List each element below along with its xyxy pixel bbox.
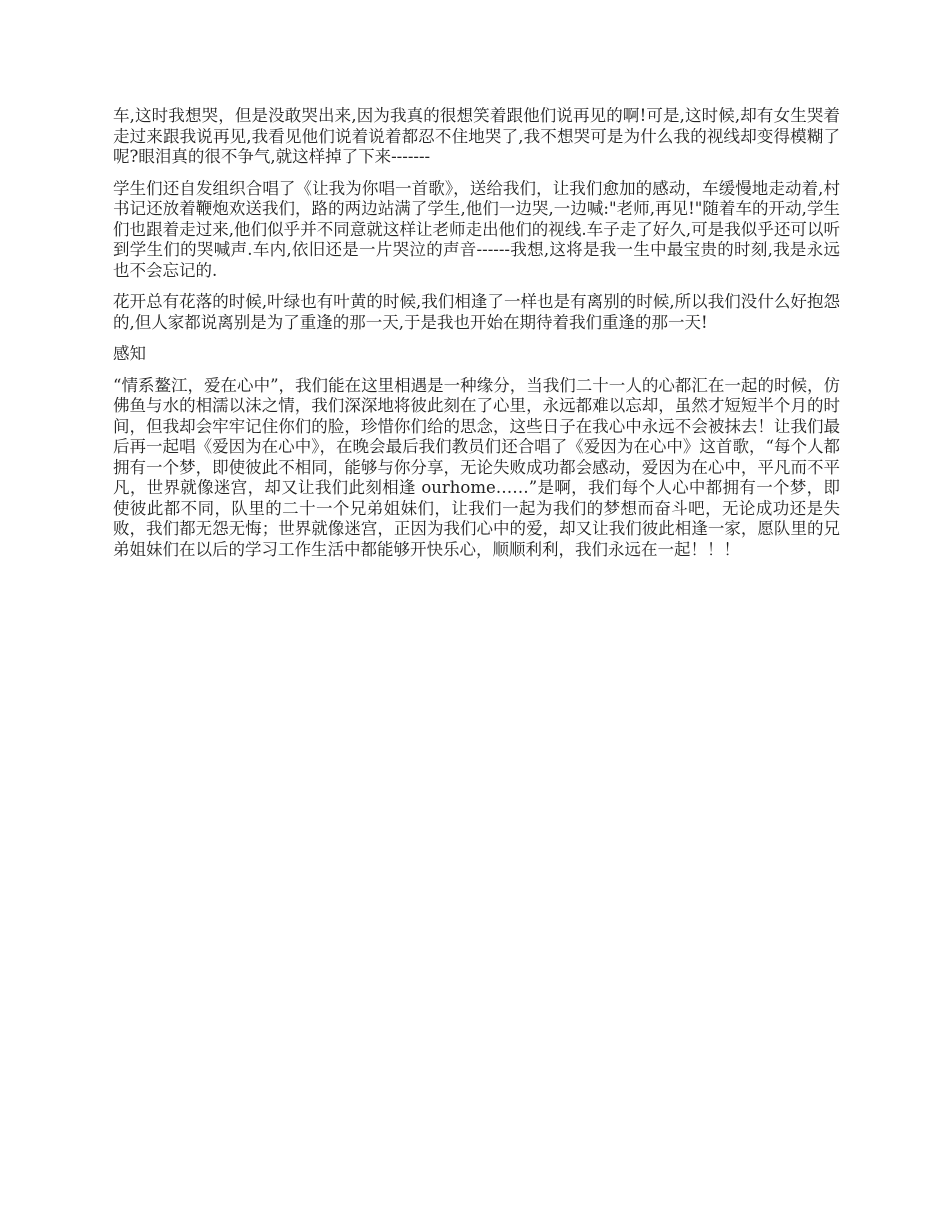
paragraph-reflection: “情系鳌江，爱在心中”，我们能在这里相遇是一种缘分，当我们二十一人的心都汇在一起的时候，仿佛鱼与水的相濡以沫之情，我们深深地将彼此刻在了心里，永远都难以忘却，虽然才短短半个月的时间，但我却会牢牢记住你们的脸，珍惜你们给的思念，这些日子在我心中永远不会被抹去！让我们最后再一起唱《爱因为在心中》，在晚会最后我们教员们还合唱了《爱因为在心中》这首歌，“每个人都拥有一个梦，即使彼此不相同，能够与你分享，无论失败成功都会感动，爱因为在心中，平凡而不平凡，世界就像迷宫，却又让我们此刻相逢 ourhome……”是啊，我们每个人心中都拥有一个梦，即使彼此都不同，队里的二十一个兄弟姐妹们，让我们一起为我们的梦想而奋斗吧，无论成功还是失败，我们都无怨无悔；世界就像迷宫，正因为我们心中的爱，却又让我们彼此相逢一家，愿队里的兄弟姐妹们在以后的学习工作生活中都能够开快乐心，顺顺利利，我们永远在一起！！！ bbox=[113, 375, 840, 559]
paragraph-farewell-car: 车,这时我想哭，但是没敢哭出来,因为我真的很想笑着跟他们说再见的啊!可是,这时候,却有女生哭着走过来跟我说再见,我看见他们说着说着都忍不住地哭了,我不想哭可是为什么我的视线却变得模糊了呢?眼泪真的很不争气,就这样掉了下来------- bbox=[113, 106, 840, 166]
section-heading: 感知 bbox=[113, 344, 146, 363]
document-body bbox=[113, 106, 840, 571]
paragraph-flowers-reunion: 花开总有花落的时候,叶绿也有叶黄的时候,我们相逢了一样也是有离别的时候,所以我们没什么好抱怨的,但人家都说离别是为了重逢的那一天,于是我也开始在期待着我们重逢的那一天! bbox=[113, 292, 840, 332]
paragraph-students-song: 学生们还自发组织合唱了《让我为你唱一首歌》，送给我们，让我们愈加的感动，车缓慢地走动着,村书记还放着鞭炮欢送我们，路的两边站满了学生,他们一边哭,一边喊:"老师,再见!"随着车的开动,学生们也跟着走过来,他们似乎并不同意就这样让老师走出他们的视线.车子走了好久,可是我似乎还可以听到学生们的哭喊声.车内,依旧还是一片哭泣的声音------我想,这将是我一生中最宝贵的时刻,我是永远也不会忘记的. bbox=[113, 178, 840, 280]
